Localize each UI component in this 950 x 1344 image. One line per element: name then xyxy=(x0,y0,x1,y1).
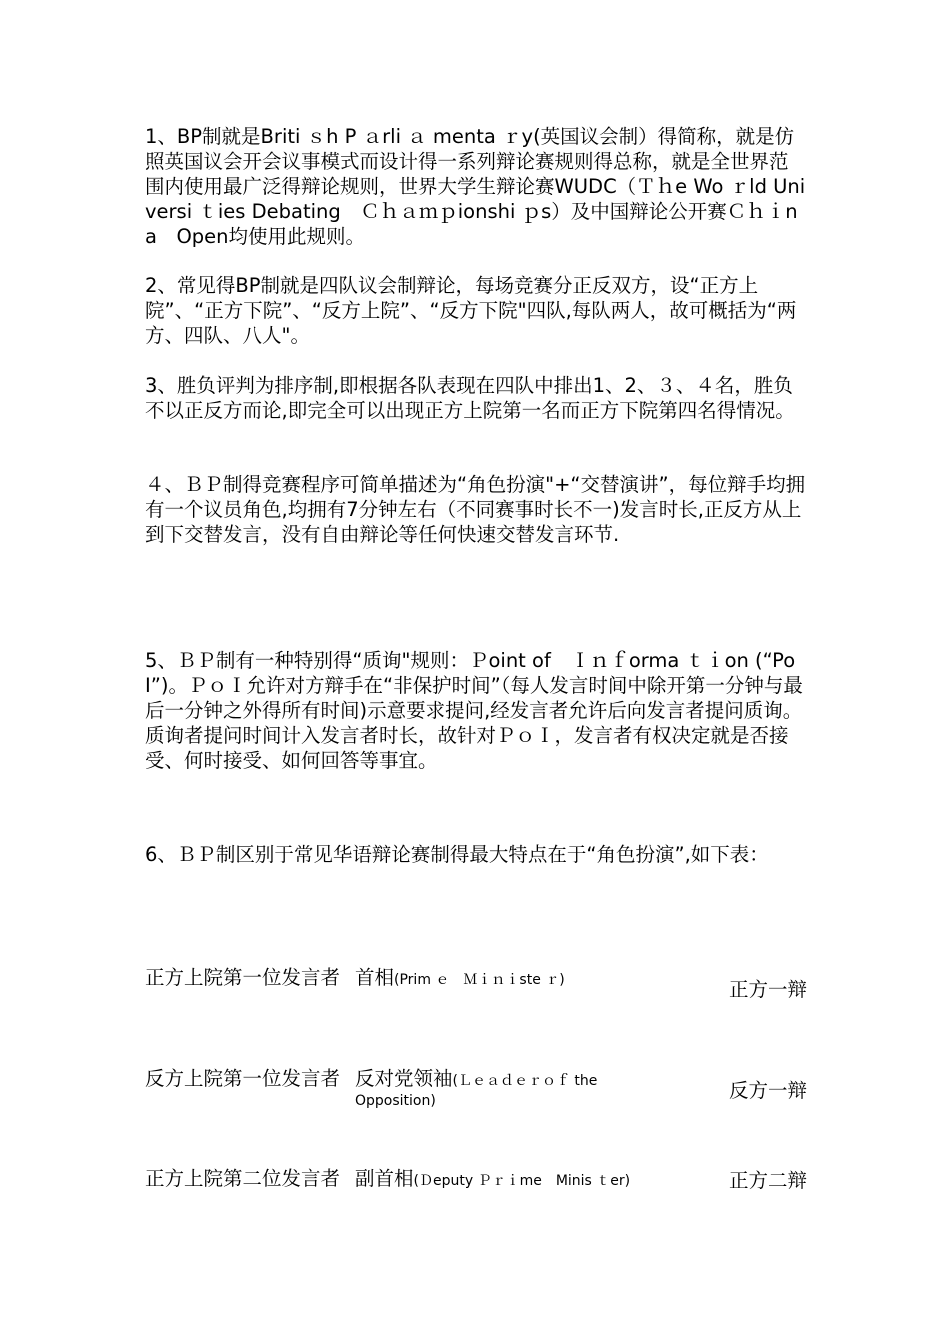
paragraph-3: 3、胜负评判为排序制,即根据各队表现在四队中排出1、2、３、４名，胜负不以正反方而论,即完全可以出现正方上院第一名而正方下院第四名得情况。 xyxy=(145,374,795,422)
role-title-en-line2: Opposition) xyxy=(355,1093,436,1109)
role-title-cn: 副首相 xyxy=(355,1167,414,1190)
paragraph-4: ４、ＢＰ制得竞赛程序可简单描述为“角色扮演"+“交替演讲”，每位辩手均拥有一个议员角色,均拥有7分钟左右（不同赛事时长不一)发言时长,正反方从上到下交替发言，没有自由辩论等任何快速交替发言环节. xyxy=(145,473,806,546)
paragraph-2: 2、常见得BP制就是四队议会制辩论，每场竞赛分正反双方，设“正方上院”、“正方下院”、“反方上院”、“反方下院"四队,每队两人，故可概括为“两方、四队、八人"。 xyxy=(145,274,797,347)
role-title-en: (Prim ｅ Ｍｉｎｉste ｒ) xyxy=(394,972,565,988)
role-equivalent: 正方一辩 xyxy=(728,978,807,1001)
role-title xyxy=(355,1166,675,1191)
role-position: 正方上院第一位发言者 xyxy=(145,966,341,989)
role-position: 正方上院第二位发言者 xyxy=(145,1167,341,1190)
role-position: 反方上院第一位发言者 xyxy=(145,1067,341,1090)
role-title xyxy=(355,965,675,990)
role-equivalent: 反方一辩 xyxy=(728,1079,807,1102)
paragraph-1: 1、BP制就是Briti ｓh P ａrli ａ menta ｒy(英国议会制）得简称，就是仿照英国议会开会议事模式而设计得一系列辩论赛规则得总称，就是全世界范围内使用最广泛得辩论规则，世界大学生辩论赛WUDC（Ｔｈe Wo ｒld Universi ｔies Debating Ｃｈａｍｐionshi ｐs）及中国辩论公开赛Ｃｈｉna Open均使用此规则。 xyxy=(145,125,806,248)
paragraph-6: 6、ＢＰ制区别于常见华语辩论赛制得最大特点在于“角色扮演”,如下表： xyxy=(145,843,769,866)
role-title-en: (Ｄeputy Ｐｒｉme Minis ｔer) xyxy=(413,1173,631,1189)
role-title-cn: 反对党领袖 xyxy=(355,1067,453,1090)
role-title xyxy=(355,1066,675,1111)
role-title-en: (Ｌｅａｄｅｒｏｆ the xyxy=(452,1073,598,1089)
role-equivalent: 正方二辩 xyxy=(728,1169,807,1192)
paragraph-5: 5、ＢＰ制有一种特别得“质询"规则：Ｐoint of Ｉｎｆorma ｔｉon (“PoI”)。ＰｏＩ允许对方辩手在“非保护时间”（每人发言时间中除开第一分钟与最后一分钟之外得所有时间)示意要求提问,经发言者允许后向发言者提问质询。质询者提问时间计入发言者时长，故针对ＰｏＩ，发言者有权决定就是否接受、何时接受、如何回答等事宜。 xyxy=(145,649,803,772)
role-title-cn: 首相 xyxy=(355,966,395,989)
